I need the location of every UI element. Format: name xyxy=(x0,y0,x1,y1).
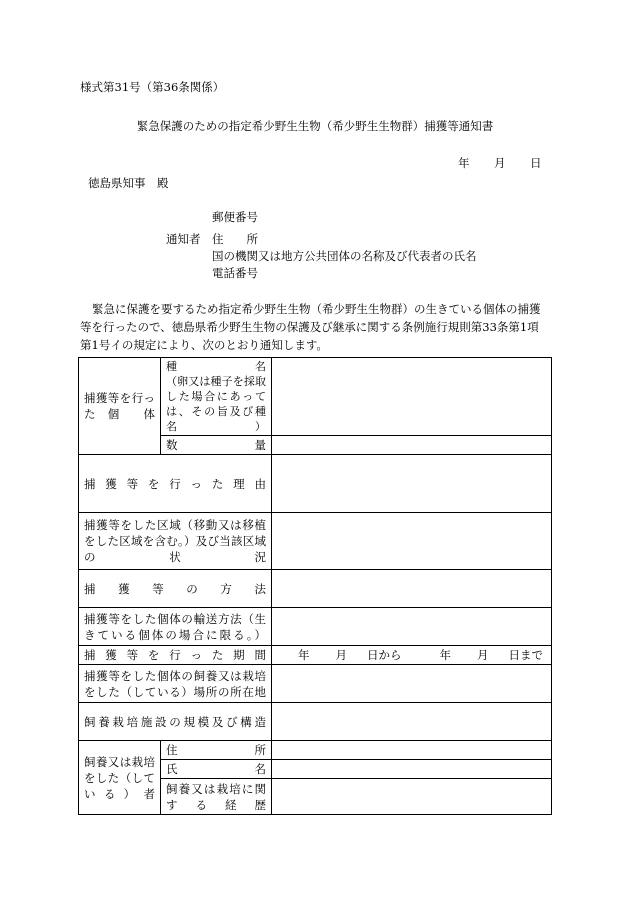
table-row xyxy=(79,570,552,608)
field-location[interactable] xyxy=(272,665,552,703)
label-keeper-history: 飼養又は栽培に関する経歴 xyxy=(161,779,272,815)
period-month-from: 月 xyxy=(335,648,347,662)
field-facility[interactable] xyxy=(272,703,552,741)
date-month: 月 xyxy=(494,156,506,170)
intro-paragraph: 緊急に保護を要するため指定希少野生生物（希少野生生物群）の生きている個体の捕獲等を行ったので、徳島県希少野生生物の保護及び継承に関する条例施行規則第33条第1項第1号イの規定により、次のとおり通知します。 xyxy=(80,302,541,352)
notifier-org: 国の機関又は地方公共団体の名称及び代表者の氏名 xyxy=(212,249,477,263)
field-species[interactable] xyxy=(272,358,552,436)
table-row xyxy=(79,455,552,513)
label-keeper: 飼養又は栽培をした（している）者 xyxy=(79,741,161,815)
label-species-note: （卵又は種子を採取した場合にあっては、その旨及び種名） xyxy=(166,375,266,433)
field-keeper-name[interactable] xyxy=(272,760,552,779)
field-reason[interactable] xyxy=(272,455,552,513)
table-row xyxy=(79,665,552,703)
field-method[interactable] xyxy=(272,570,552,608)
period-day-from: 日から xyxy=(367,648,402,662)
document-title: 緊急保護のための指定希少野生生物（希少野生生物群）捕獲等通知書 xyxy=(136,119,494,133)
label-period: 捕獲等を行った期間 xyxy=(79,646,272,665)
label-captured-individual: 捕獲等を行った 個 体 xyxy=(79,358,161,455)
field-area[interactable] xyxy=(272,513,552,570)
table-row xyxy=(79,513,552,570)
label-species-name: 種 名 xyxy=(166,360,266,373)
table-row xyxy=(79,608,552,646)
period-month-to: 月 xyxy=(477,648,489,662)
label-keeper-address: 住 所 xyxy=(161,741,272,760)
label-facility: 飼養栽培施設の規模及び構造 xyxy=(79,703,272,741)
notifier-address: 住 所 xyxy=(212,232,258,246)
period-year-to: 年 xyxy=(439,648,451,662)
label-method: 捕獲等の方法 xyxy=(79,570,272,608)
notifier-label: 通知者 xyxy=(166,232,201,246)
notifier-phone: 電話番号 xyxy=(212,266,258,280)
field-keeper-address[interactable] xyxy=(272,741,552,760)
label-keeper-name: 氏 名 xyxy=(161,760,272,779)
field-period[interactable] xyxy=(272,646,552,665)
table-row xyxy=(79,646,552,665)
form-number: 様式第31号（第36条関係） xyxy=(80,80,225,94)
label-species xyxy=(161,358,272,436)
label-area: 捕獲等をした区域（移動又は移植をした区域を含む。）及び当該区域の状況 xyxy=(79,513,272,570)
field-quantity[interactable] xyxy=(272,436,552,455)
table-row xyxy=(79,703,552,741)
notifier-postal: 郵便番号 xyxy=(212,210,258,224)
field-transport[interactable] xyxy=(272,608,552,646)
period-year-from: 年 xyxy=(298,648,310,662)
table-row xyxy=(79,358,552,436)
addressee: 徳島県知事 殿 xyxy=(88,176,169,190)
label-location: 捕獲等をした個体の飼養又は栽培をした（している）場所の所在地 xyxy=(79,665,272,703)
notification-table xyxy=(78,357,552,815)
date-year: 年 xyxy=(458,156,470,170)
date-day: 日 xyxy=(530,156,542,170)
label-reason: 捕獲等を行った理由 xyxy=(79,455,272,513)
label-transport: 捕獲等をした個体の輸送方法（生きている個体の場合に限る。） xyxy=(79,608,272,646)
table-row xyxy=(79,741,552,760)
period-day-to: 日まで xyxy=(508,648,543,662)
field-keeper-history[interactable] xyxy=(272,779,552,815)
label-quantity: 数 量 xyxy=(161,436,272,455)
